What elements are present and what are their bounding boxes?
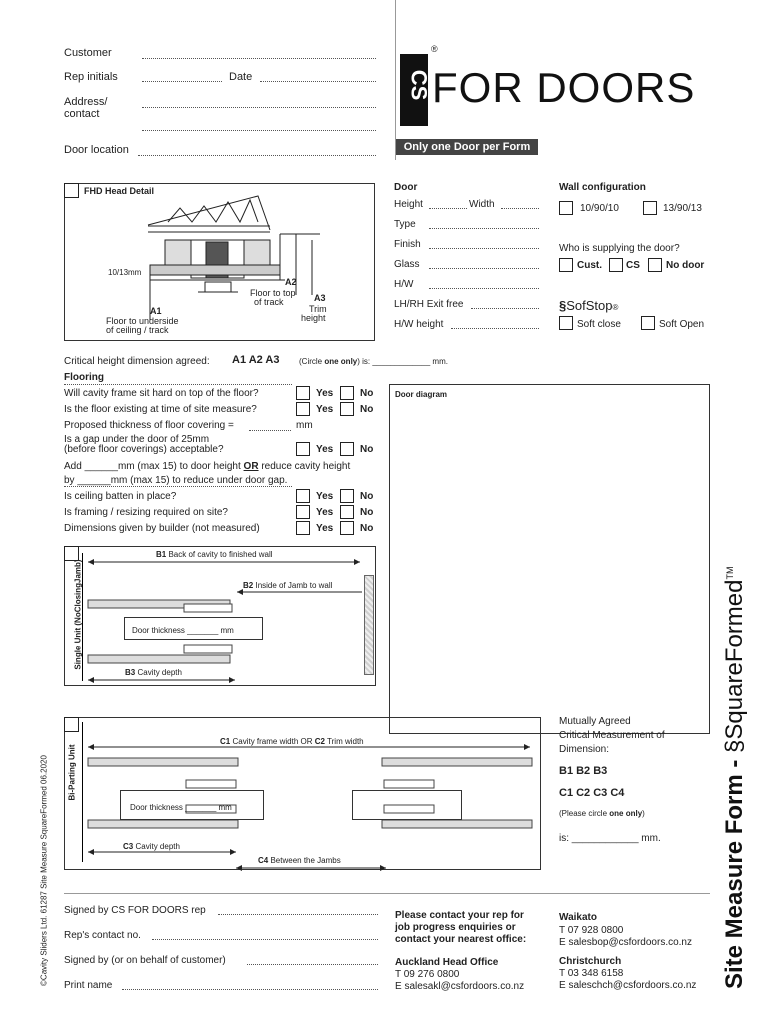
- a1-label: A1: [150, 306, 162, 316]
- floor-q5-yes: Yes: [316, 491, 334, 502]
- sofstop-logo: §SofStop®: [559, 298, 619, 313]
- side-title: Site Measure Form - §SquareFormed™: [721, 566, 748, 989]
- waikato-phone: T 07 928 0800: [559, 925, 624, 936]
- floor-q3-unit: mm: [296, 420, 313, 431]
- copyright: ©Cavity Sliders Ltd. 61287 Site Measure SquareFormed 06.2020: [39, 755, 49, 986]
- door-location-label: Door location: [64, 144, 129, 156]
- address-label-2: contact: [64, 108, 100, 120]
- door-type-label: Type: [394, 219, 416, 230]
- side-title-anchor: [721, 500, 748, 989]
- mutual-b-options[interactable]: B1 B2 B3: [559, 765, 608, 777]
- floor-q1: Will cavity frame sit hard on top of the floor?: [64, 388, 259, 399]
- waikato-email[interactable]: E salesbop@csfordoors.co.nz: [559, 937, 692, 948]
- door-finish-label: Finish: [394, 239, 421, 250]
- rep-contact-input[interactable]: [152, 939, 378, 940]
- floor-q5-no: No: [360, 491, 374, 502]
- copyright-anchor: [39, 755, 49, 986]
- soft-close-label: Soft close: [577, 319, 621, 330]
- signature-divider: [64, 893, 710, 894]
- chch-email[interactable]: E saleschch@csfordoors.co.nz: [559, 980, 697, 991]
- rep-initials-label: Rep initials: [64, 71, 118, 83]
- door-glass-label: Glass: [394, 259, 420, 270]
- a1-desc-1: Floor to underside: [106, 316, 179, 326]
- cs-logo-icon: CS: [400, 54, 428, 126]
- rep-contact-label: Rep's contact no.: [64, 930, 141, 941]
- date-label: Date: [229, 71, 253, 83]
- print-name-input[interactable]: [122, 989, 378, 990]
- a3-label: A3: [314, 293, 326, 303]
- one-door-banner: Only one Door per Form: [396, 139, 538, 155]
- add-height-line2: by ______mm (max 15) to reduce under door gap.: [64, 475, 288, 486]
- floor-q4-line1: Is a gap under the door of 25mm: [64, 434, 210, 445]
- floor-q7: Dimensions given by builder (not measured): [64, 523, 260, 534]
- auckland-phone: T 09 276 0800: [395, 969, 460, 980]
- signed-customer-label: Signed by (or on behalf of customer): [64, 955, 226, 966]
- registered-mark: ®: [431, 44, 438, 54]
- floor-q2-yes: Yes: [316, 404, 334, 415]
- a1-desc-2: of ceiling / track: [106, 325, 169, 335]
- mutual-is: is: ____________ mm.: [559, 833, 661, 844]
- signed-customer-input[interactable]: [247, 964, 378, 965]
- door-title: Door: [394, 182, 418, 193]
- contact-line2: job progress enquiries or: [395, 922, 516, 933]
- waikato-title: Waikato: [559, 912, 597, 923]
- biparting-side-label: Bi-Parting Unit: [67, 744, 77, 801]
- c1-c2-label: C1 Cavity frame width OR C2 Trim width: [220, 737, 364, 746]
- floor-q1-yes: Yes: [316, 388, 334, 399]
- auckland-email[interactable]: E salesakl@csfordoors.co.nz: [395, 981, 525, 992]
- flooring-title: Flooring: [64, 372, 104, 383]
- a3-desc-2: height: [301, 313, 326, 323]
- a2-desc-1: Floor to top: [250, 288, 296, 298]
- auckland-title: Auckland Head Office: [395, 957, 499, 968]
- supplier-cs-label: CS: [626, 260, 640, 271]
- wall-13-90-13-label: 13/90/13: [663, 203, 702, 214]
- floor-q6-yes: Yes: [316, 507, 334, 518]
- supplier-cust-label: Cust.: [577, 260, 602, 271]
- floor-q7-no: No: [360, 523, 374, 534]
- door-diagram-title: Door diagram: [395, 390, 448, 399]
- b2-label: B2 Inside of Jamb to wall: [243, 581, 333, 590]
- head-dim-10-13: 10/13mm: [108, 268, 142, 277]
- squareformed-icon: §: [721, 739, 748, 753]
- customer-label: Customer: [64, 47, 112, 59]
- address-label: Address/: [64, 96, 108, 108]
- a2-label: A2: [285, 277, 297, 287]
- mutual-line2: Critical Measurement of: [559, 730, 665, 741]
- floor-q3: Proposed thickness of floor covering =: [64, 420, 234, 431]
- door-hw-label: H/W: [394, 279, 414, 290]
- critical-height-circle: (Circle one only) is: _____________ mm.: [299, 357, 448, 366]
- supplier-question: Who is supplying the door?: [559, 243, 680, 254]
- mutual-c-options[interactable]: C1 C2 C3 C4: [559, 787, 625, 799]
- brand-name: FOR DOORS: [432, 64, 696, 111]
- hw-height-label: H/W height: [394, 319, 444, 330]
- single-door-thickness[interactable]: Door thickness _______ mm: [132, 626, 234, 635]
- mutual-line1: Mutually Agreed: [559, 716, 631, 727]
- exit-free-label: LH/RH Exit free: [394, 299, 464, 310]
- door-height-label: Height: [394, 199, 423, 210]
- supplier-no-door-label: No door: [666, 260, 705, 271]
- mutual-line3: Dimension:: [559, 744, 610, 755]
- print-name-label: Print name: [64, 980, 113, 991]
- floor-q6: Is framing / resizing required on site?: [64, 507, 228, 518]
- chch-title: Christchurch: [559, 956, 622, 967]
- contact-line1: Please contact your rep for: [395, 910, 524, 921]
- mutual-circle-note: (Please circle one only): [559, 809, 645, 818]
- a3-desc-1: Trim: [309, 304, 327, 314]
- floor-q4-no: No: [360, 444, 374, 455]
- single-unit-side-label: Single Unit (NoClosingJamb): [73, 559, 83, 670]
- floor-q6-no: No: [360, 507, 374, 518]
- floor-q7-yes: Yes: [316, 523, 334, 534]
- biparting-door-right: [352, 790, 462, 820]
- floor-q2-no: No: [360, 404, 374, 415]
- soft-open-label: Soft Open: [659, 319, 705, 330]
- contact-line3: contact your nearest office:: [395, 934, 527, 945]
- b3-label: B3 Cavity depth: [125, 668, 182, 677]
- add-height-line1: Add ______mm (max 15) to door height OR reduce cavity height: [64, 461, 351, 472]
- head-detail-title: FHD Head Detail: [84, 186, 155, 196]
- wall-10-90-10-label: 10/90/10: [580, 203, 619, 214]
- floor-q2: Is the floor existing at time of site measure?: [64, 404, 257, 415]
- signed-rep-label: Signed by CS FOR DOORS rep: [64, 905, 206, 916]
- chch-phone: T 03 348 6158: [559, 968, 624, 979]
- wall-config-title: Wall configuration: [559, 182, 646, 193]
- door-width-label: Width: [469, 199, 495, 210]
- critical-height-options[interactable]: A1 A2 A3: [232, 354, 280, 366]
- biparting-door-thickness[interactable]: Door thickness _______ mm: [130, 803, 232, 812]
- floor-q4-yes: Yes: [316, 444, 334, 455]
- sofstop-icon: §: [559, 298, 567, 313]
- a2-desc-2: of track: [254, 297, 284, 307]
- floor-q4-line2: (before floor coverings) acceptable?: [64, 444, 224, 455]
- signed-rep-input[interactable]: [218, 914, 378, 915]
- b1-label: B1 Back of cavity to finished wall: [156, 550, 273, 559]
- floor-q5: Is ceiling batten in place?: [64, 491, 177, 502]
- c3-label: C3 Cavity depth: [123, 842, 180, 851]
- critical-height-label: Critical height dimension agreed:: [64, 356, 210, 367]
- c4-label: C4 Between the Jambs: [258, 856, 341, 865]
- floor-q1-no: No: [360, 388, 374, 399]
